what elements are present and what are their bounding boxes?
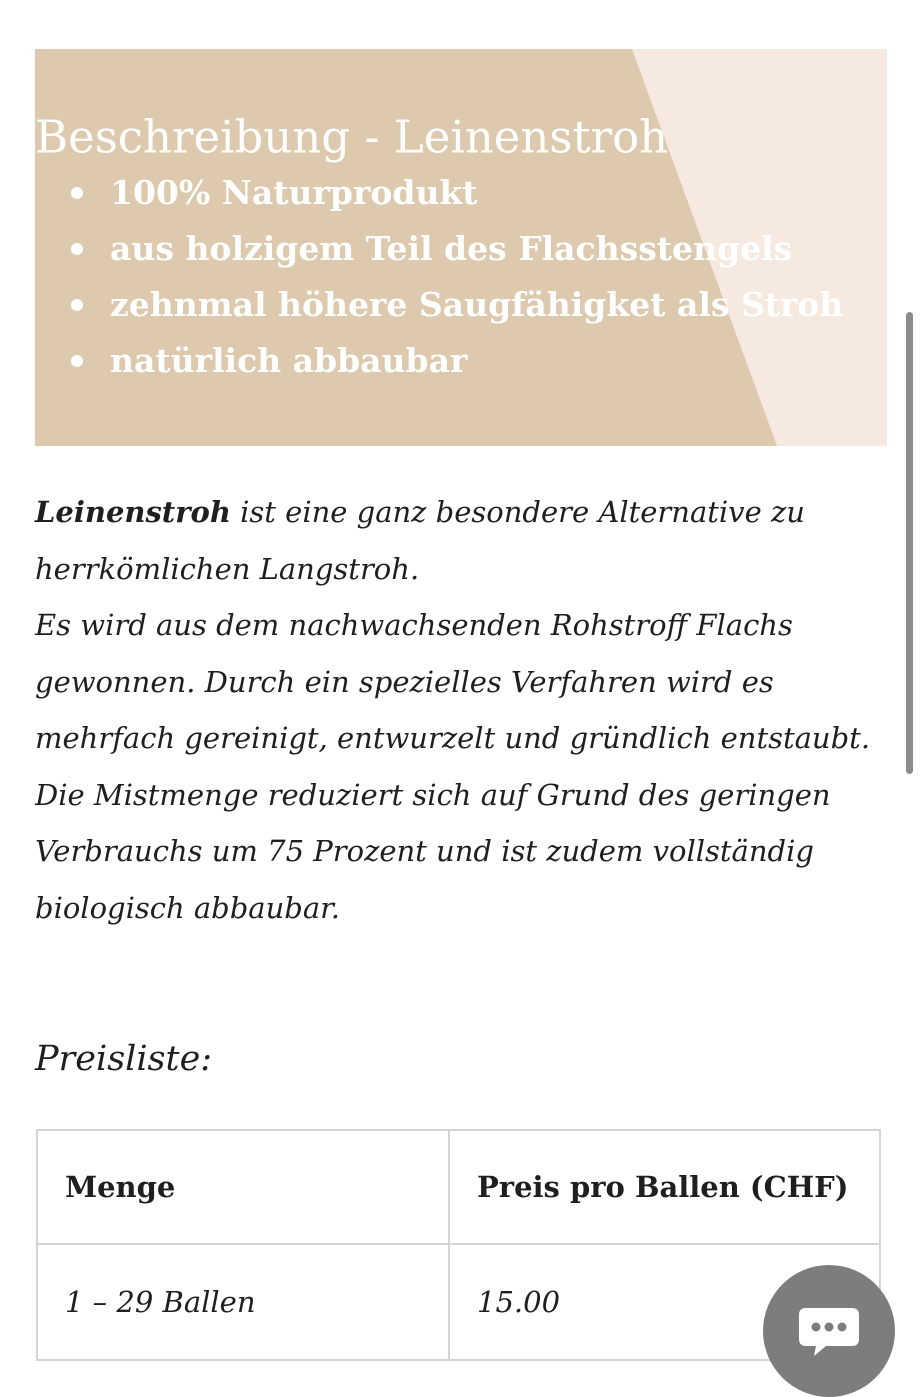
description-banner: [35, 49, 887, 446]
scrollbar-thumb[interactable]: [906, 312, 913, 774]
description-paragraph: [35, 484, 885, 597]
table-header-row: [37, 1130, 880, 1244]
feature-text: natürlich abbaubar: [110, 341, 468, 380]
bullet-icon: [71, 355, 83, 367]
price-table: [36, 1129, 881, 1361]
feature-list-item: [35, 165, 843, 221]
feature-text: 100% Naturprodukt: [110, 173, 478, 212]
column-header-quantity: Menge: [37, 1130, 449, 1244]
description-intro: ist eine ganz besondere Alternative zu herrkömlichen Langstroh.: [35, 495, 805, 586]
feature-list-item: [35, 333, 843, 389]
description-paragraph: Es wird aus dem nachwachsenden Rohstroff Flachs gewonnen. Durch ein spezielles Verfahren wird es mehrfach gereinigt, entwurzelt und gründlich entstaubt.: [35, 608, 871, 755]
product-description: [35, 484, 885, 936]
feature-list-item: [35, 277, 843, 333]
table-cell-price: 15.00: [449, 1244, 880, 1360]
bullet-icon: [71, 243, 83, 255]
feature-text: zehnmal höhere Saugfähigket als Stroh: [110, 285, 844, 324]
price-list-heading: Preisliste:: [35, 1039, 213, 1079]
chat-button[interactable]: [763, 1265, 895, 1397]
table-cell-quantity: 1 – 29 Ballen: [37, 1244, 449, 1360]
feature-text: aus holzigem Teil des Flachsstengels: [110, 229, 793, 268]
product-name: Leinenstroh: [35, 495, 231, 529]
table-row: [37, 1244, 880, 1360]
feature-list: [35, 165, 843, 389]
column-header-price: Preis pro Ballen (CHF): [449, 1130, 880, 1244]
bullet-icon: [71, 187, 83, 199]
description-paragraph: Die Mistmenge reduziert sich auf Grund des geringen Verbrauchs um 75 Prozent und ist zudem vollständig biologisch abbaubar.: [35, 777, 831, 925]
bullet-icon: [71, 299, 83, 311]
banner-title: Beschreibung - Leinenstroh: [35, 110, 669, 164]
feature-list-item: [35, 221, 843, 277]
